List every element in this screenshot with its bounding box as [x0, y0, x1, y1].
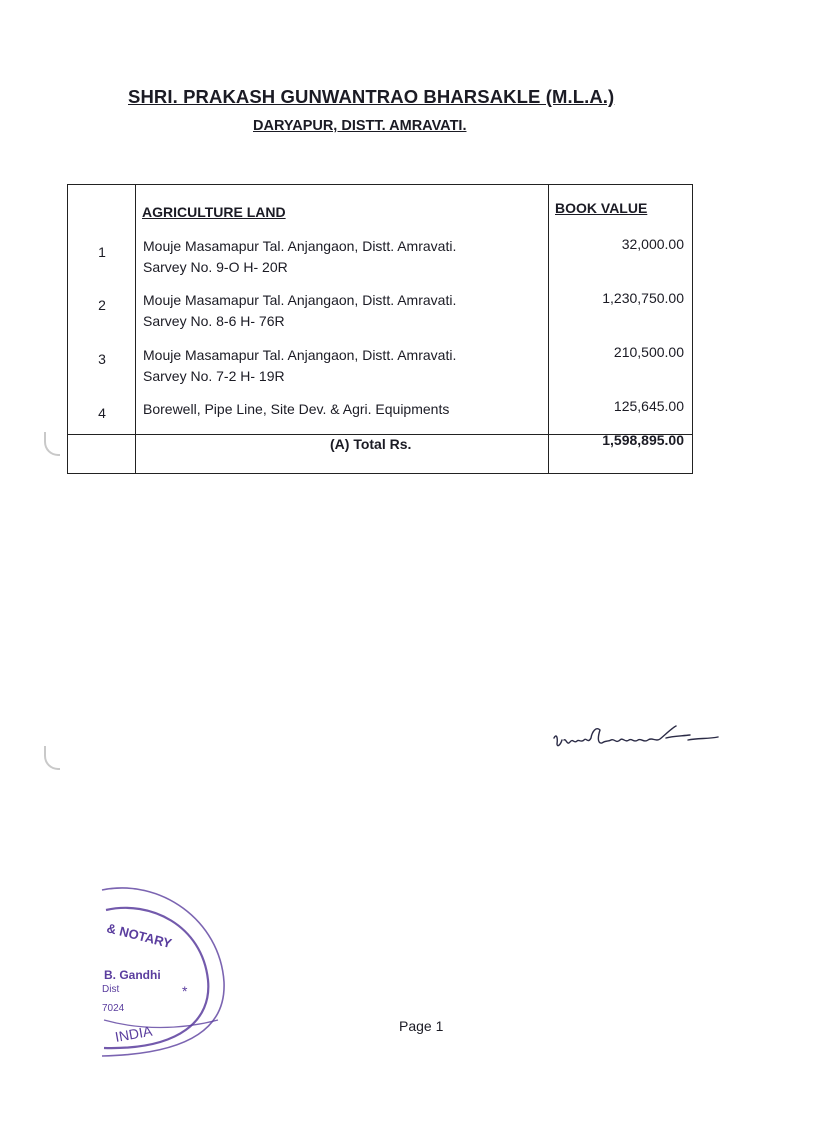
row-book-value: 210,500.00: [613, 344, 684, 360]
row-number: 4: [98, 405, 106, 421]
total-label: (A) Total Rs.: [330, 436, 412, 452]
row-description-line: Sarvey No. 7-2 H- 19R: [143, 368, 285, 384]
document-title: SHRI. PRAKASH GUNWANTRAO BHARSAKLE (M.L.A.): [128, 86, 615, 107]
column-header-agriculture-land: AGRICULTURE LAND: [142, 204, 286, 220]
asset-table: [67, 184, 693, 474]
total-value: 1,598,895.00: [602, 432, 684, 448]
stamp-text: & NOTARY: [105, 920, 174, 951]
page-number: Page 1: [399, 1018, 444, 1034]
row-number: 2: [98, 297, 106, 313]
row-number: 3: [98, 351, 106, 367]
document-subtitle: DARYAPUR, DISTT. AMRAVATI.: [253, 118, 467, 134]
row-description-line: Mouje Masamapur Tal. Anjangaon, Distt. Amravati.: [143, 292, 457, 308]
row-number: 1: [98, 244, 106, 260]
row-description-line: Sarvey No. 9-O H- 20R: [143, 259, 288, 275]
row-description-line: Sarvey No. 8-6 H- 76R: [143, 313, 285, 329]
stamp-text: B. Gandhi: [104, 968, 161, 982]
row-description: [143, 290, 543, 332]
row-description: [143, 236, 543, 278]
row-book-value: 125,645.00: [613, 398, 684, 414]
column-header-book-value: BOOK VALUE: [555, 200, 648, 216]
row-description: [143, 345, 543, 387]
stamp-text: 7024: [102, 1003, 125, 1014]
row-book-value: 1,230,750.00: [602, 290, 684, 306]
punch-hole-mark: [44, 432, 60, 456]
row-description-line: Mouje Masamapur Tal. Anjangaon, Distt. Amravati.: [143, 347, 457, 363]
notary-stamp: [90, 870, 230, 1060]
row-description-line: Borewell, Pipe Line, Site Dev. & Agri. Equipments: [143, 401, 450, 417]
column-divider: [135, 185, 136, 473]
punch-hole-mark: [44, 746, 60, 770]
row-description-line: Mouje Masamapur Tal. Anjangaon, Distt. Amravati.: [143, 238, 457, 254]
signature-image: [548, 716, 723, 760]
column-divider: [548, 185, 549, 473]
row-description: [143, 399, 543, 420]
stamp-text: Dist: [102, 984, 120, 995]
stamp-text: INDIA: [113, 1022, 154, 1045]
stamp-star-icon: *: [182, 983, 188, 999]
row-book-value: 32,000.00: [621, 236, 684, 252]
